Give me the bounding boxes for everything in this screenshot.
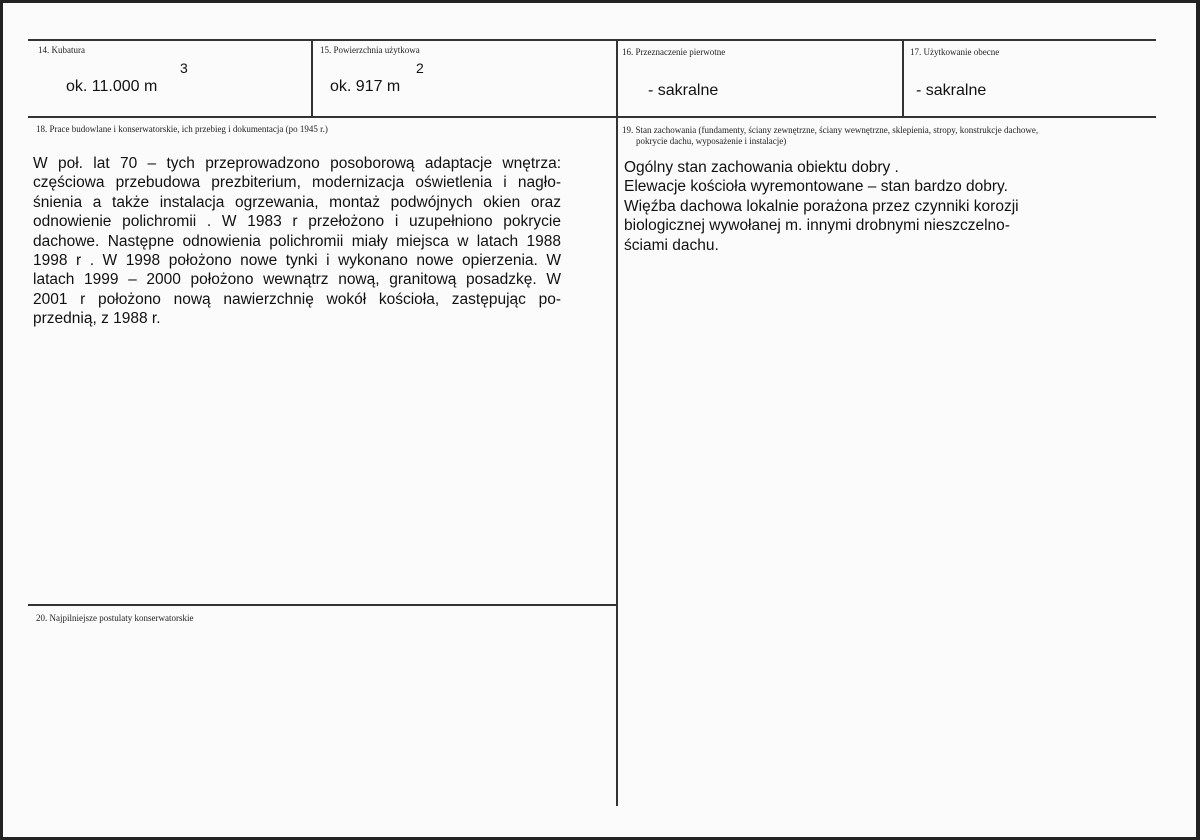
field-15-value: ok. 917 m: [330, 78, 401, 95]
field-20-label: 20. Najpilniejsze postulaty konserwatorskie: [36, 613, 194, 623]
field-18-line: odnowienie polichromii . W 1983 r przełożono i uzupełniono pokrycie: [33, 213, 561, 231]
field-18-line: W poł. lat 70 – tych przeprowadzono posoborową adaptacje wnętrza:: [33, 155, 561, 172]
field-18-line: 2001 r położono nową nawierzchnię wokół kościoła, zastępując po-: [33, 290, 561, 308]
field-19-line: ściami dachu.: [624, 236, 719, 254]
scan-edge-right: [1196, 0, 1200, 840]
field-15-exponent: 2: [416, 60, 424, 76]
field-16-label: 16. Przeznaczenie pierwotne: [622, 47, 726, 57]
section20-top-rule: [28, 604, 618, 606]
field-19-line: Więźba dachowa lokalnie porażona przez czynniki korozji: [624, 197, 1019, 215]
field-19-line: Elewacje kościoła wyremontowane – stan bardzo dobry.: [624, 178, 1008, 196]
field-18-line: dachowe. Następne odnowienia polichromii miały miejsca w latach 1988: [33, 232, 561, 250]
field-18-line: śnienia a także instalacja ogrzewania, montaż podwójnych okien oraz: [33, 193, 561, 211]
field-18-text: [33, 154, 561, 329]
field-19-label-line-2: pokrycie dachu, wyposażenie i instalacje): [636, 136, 787, 146]
field-18-line: częściowa przebudowa prezbiterium, modernizacja oświetlenia i nagło-: [33, 174, 561, 192]
main-divider: [616, 39, 618, 806]
field-17-value: - sakralne: [916, 82, 987, 99]
row1-bottom-rule: [28, 116, 1156, 118]
field-17-label: 17. Użytkowanie obecne: [910, 47, 1000, 57]
field-14-label: 14. Kubatura: [38, 45, 85, 55]
scan-edge-top: [0, 0, 1200, 3]
field-19-line: Ogólny stan zachowania obiektu dobry .: [624, 159, 899, 176]
field-14-value: ok. 11.000 m: [66, 78, 158, 95]
field-14-exponent: 3: [180, 60, 188, 76]
scan-edge-left: [0, 0, 3, 840]
field-19-label-line-1: 19. Stan zachowania (fundamenty, ściany zewnętrzne, ściany wewnętrzne, sklepienia, stropy, konstrukcje dachowe,: [622, 125, 1039, 135]
field-15-label: 15. Powierzchnia użytkowa: [320, 45, 420, 55]
field-18-line: 1998 r . W 1998 położono nowe tynki i wykonano nowe opierzenia. W: [33, 252, 561, 270]
field-18-label: 18. Prace budowlane i konserwatorskie, ich przebieg i dokumentacja (po 1945 r.): [36, 124, 328, 134]
row1-divider-3: [902, 39, 904, 118]
row1-divider-1: [311, 39, 313, 118]
field-19-line: biologicznej wywołanej m. innymi drobnymi nieszczelno-: [624, 217, 1010, 235]
top-rule: [28, 39, 1156, 41]
field-16-value: - sakralne: [648, 82, 719, 99]
field-18-line: przednią, z 1988 r.: [33, 310, 161, 328]
field-18-line: latach 1999 – 2000 położono wewnątrz nową, granitową posadzkę. W: [33, 271, 561, 289]
field-19-text: [624, 158, 1094, 255]
